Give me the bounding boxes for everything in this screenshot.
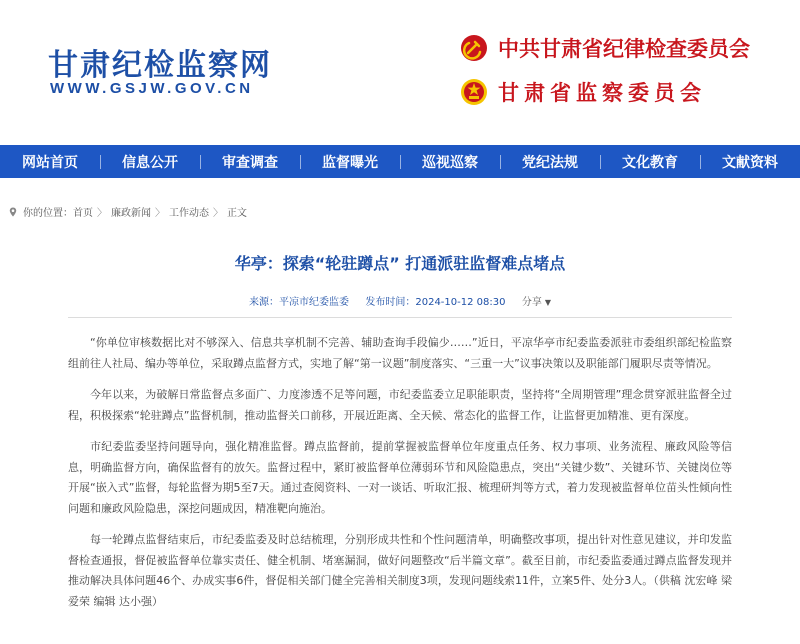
nav-item-home[interactable]: 网站首页: [22, 154, 78, 171]
article-paragraph: 今年以来，为破解日常监督点多面广、力度渗透不足等问题，市纪委监委立足职能职责，坚持将“全周期管理”理念贯穿派驻监督全过程，积极探索“轮驻蹲点”监督机制，推动监督关口前移，开展近距离、全天候、常态化的监督工作，让监督更加精准、更有深度。: [68, 388, 732, 422]
party-emblem-icon: [460, 34, 488, 62]
nav-item-info-disclosure[interactable]: 信息公开: [100, 145, 200, 178]
site-title[interactable]: 甘肃纪检监察网: [48, 48, 272, 83]
article-paragraph: 市纪委监委坚持问题导向，强化精准监督。蹲点监督前，提前掌握被监督单位年度重点任务、权力事项、业务流程、廉政风险等信息，明确监督方向，确保监督有的放矢。监督过程中，紧盯被监督单位薄弱环节和风险隐患点，突出“关键少数”、关键环节、关键岗位等开展“嵌入式”监督，每轮监督为期5至7天。通过查阅资料、一对一谈话、听取汇报、梳理研判等方式，着力发现被监督单位苗头性倾向性问题和廉政风险隐患，深挖问题成因，精准靶向施治。: [68, 440, 732, 515]
location-pin-icon: [8, 207, 18, 217]
nav-item-investigation[interactable]: 审查调查: [200, 145, 300, 178]
nav-item-literature[interactable]: 文献资料: [700, 145, 800, 178]
date-label: 发布时间：: [365, 297, 416, 308]
site-url[interactable]: WWW.GSJW.GOV.CN: [50, 80, 254, 97]
org-name-discipline-commission: 中共甘肃省纪律检查委员会: [498, 36, 750, 61]
article-source: 平凉市纪委监委: [278, 297, 349, 308]
breadcrumb-separator: 〉: [213, 208, 223, 219]
share-button[interactable]: [522, 297, 551, 308]
breadcrumb-current: 正文: [227, 208, 247, 219]
nav-item-inspection[interactable]: 巡视巡察: [400, 145, 500, 178]
breadcrumb-home[interactable]: 首页: [73, 208, 93, 219]
breadcrumb-separator: 〉: [97, 208, 107, 219]
main-nav: [0, 145, 800, 178]
breadcrumb: [8, 204, 247, 219]
breadcrumb-prefix: 你的位置：: [23, 208, 73, 219]
national-emblem-icon: [460, 78, 488, 106]
article-paragraph: “你单位审核数据比对不够深入、信息共享机制不完善、辅助查询手段偏少……”近日，平凉华亭市纪委监委派驻市委组织部纪检监察组前往人社局、编办等单位，采取蹲点监督方式，实地了解“第一议题”制度落实、“三重一大”议事决策以及职能部门履职尽责等情况。: [68, 336, 732, 370]
article-paragraph: 每一轮蹲点监督结束后，市纪委监委及时总结梳理，分别形成共性和个性问题清单，明确整改事项，提出针对性意见建议，并印发监督检查通报，督促被监督单位靠实责任、健全机制、堵塞漏洞，做好问题整改“后半篇文章”。截至目前，市纪委监委通过蹲点监督发现并推动解决具体问题46个、办成实事6件，督促相关部门健全完善相关制度3项，发现问题线索11件，立案5件、处分3人。（供稿 沈宏峰 梁爱荣 编辑 达小强）: [68, 533, 732, 608]
share-label: 分享: [521, 297, 542, 308]
article-title: 华亭：探索“轮驻蹲点” 打通派驻监督难点堵点: [234, 254, 566, 273]
article-date: 2024-10-12 08:30: [415, 297, 506, 308]
article-meta: [0, 293, 800, 308]
caret-down-icon: ▼: [544, 298, 552, 307]
breadcrumb-separator: 〉: [155, 208, 165, 219]
article-body: [68, 333, 732, 623]
org-name-supervision-commission: 甘肃省监察委员会: [498, 80, 706, 105]
org-line-commission: [460, 33, 750, 63]
nav-item-culture-education[interactable]: 文化教育: [600, 145, 700, 178]
org-line-supervision: [460, 77, 706, 107]
breadcrumb-news[interactable]: 廉政新闻: [111, 208, 151, 219]
divider: [68, 317, 732, 318]
nav-item-regulations[interactable]: 党纪法规: [500, 145, 600, 178]
source-label: 来源：: [248, 297, 279, 308]
breadcrumb-work-updates[interactable]: 工作动态: [169, 208, 209, 219]
nav-item-exposure[interactable]: 监督曝光: [300, 145, 400, 178]
site-header: [0, 0, 800, 145]
